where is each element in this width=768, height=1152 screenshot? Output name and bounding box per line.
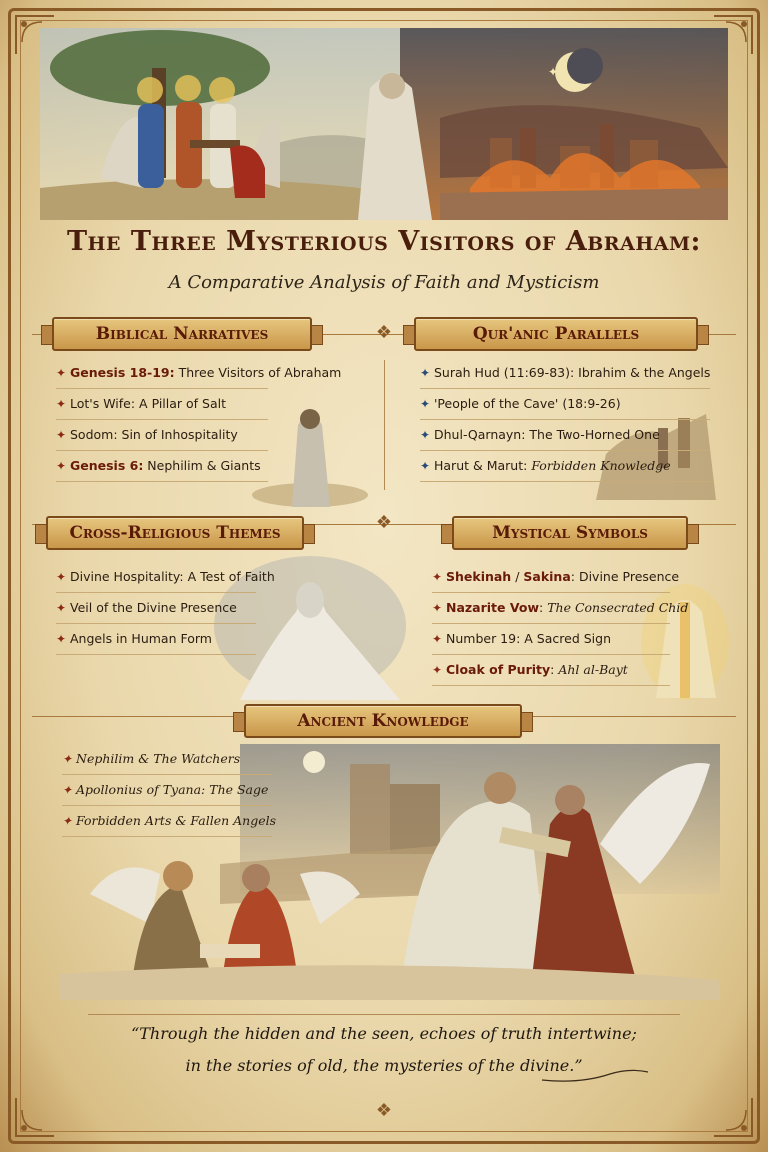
list-item <box>62 806 277 837</box>
list-item <box>56 420 268 451</box>
star-bullet-icon: ✦ <box>62 783 73 797</box>
list-item <box>420 389 710 420</box>
biblical-illustration <box>250 385 370 507</box>
list-item <box>56 593 256 624</box>
ornament-icon: ❖ <box>375 512 393 533</box>
item-text: Three Visitors of Abraham <box>174 365 342 380</box>
star-bullet-icon: ✦ <box>56 570 67 584</box>
star-bullet-icon: ✦ <box>420 397 431 411</box>
star-bullet-icon: ✦ <box>56 366 67 380</box>
biblical-list <box>56 358 342 482</box>
ornament-icon: ❖ <box>375 322 393 343</box>
list-item <box>432 624 670 655</box>
item-text: Veil of the Divine Presence <box>70 600 237 615</box>
star-bullet-icon: ✦ <box>62 814 73 828</box>
item-bold: Genesis 18-19: <box>70 365 175 380</box>
section-heading-mystical: Mystical Symbols <box>452 516 688 550</box>
item-bold: Nazarite Vow <box>446 600 539 615</box>
star-bullet-icon: ✦ <box>432 663 443 677</box>
star-bullet-icon: ✦ <box>432 632 443 646</box>
star-bullet-icon: ✦ <box>420 366 431 380</box>
item-text: / <box>511 569 524 584</box>
cross-religious-list <box>56 562 275 655</box>
item-text: Number 19: A Sacred Sign <box>446 631 611 646</box>
item-text: Surah Hud (11:69-83): Ibrahim & the Angels <box>434 365 711 380</box>
closing-quote-line1: “Through the hidden and the seen, echoes of truth intertwine; <box>131 1024 637 1043</box>
star-bullet-icon: ✦ <box>56 459 67 473</box>
item-text: : <box>550 662 559 677</box>
page-subtitle: A Comparative Analysis of Faith and Mysticism <box>168 272 600 293</box>
section-heading-biblical: Biblical Narratives <box>52 317 312 351</box>
item-text: Dhul-Qarnayn: The Two-Horned One <box>434 427 660 442</box>
section-heading-cross: Cross-Religious Themes <box>46 516 304 550</box>
list-item <box>420 358 710 389</box>
list-item <box>62 775 272 806</box>
list-item <box>432 593 689 624</box>
item-bold: Cloak of Purity <box>446 662 551 677</box>
item-text: Harut & Marut: <box>434 458 532 473</box>
item-text: Forbidden Arts & Fallen Angels <box>76 813 277 828</box>
star-bullet-icon: ✦ <box>56 428 67 442</box>
section-heading-quranic: Qur'anic Parallels <box>414 317 698 351</box>
star-bullet-icon: ✦ <box>56 632 67 646</box>
star-bullet-icon: ✦ <box>62 752 73 766</box>
list-item <box>432 655 670 686</box>
ancient-knowledge-list <box>62 744 277 837</box>
list-item <box>420 420 710 451</box>
star-bullet-icon: ✦ <box>420 428 431 442</box>
item-text: 'People of the Cave' (18:9-26) <box>434 396 621 411</box>
section-heading-ancient: Ancient Knowledge <box>244 704 522 738</box>
star-bullet-icon: ✦ <box>56 397 67 411</box>
svg-text:✦: ✦ <box>548 65 559 79</box>
list-item <box>56 562 275 593</box>
item-text: : Divine Presence <box>570 569 680 584</box>
item-text: : <box>539 600 548 615</box>
item-text: Angels in Human Form <box>70 631 212 646</box>
star-bullet-icon: ✦ <box>432 601 443 615</box>
list-item <box>56 389 268 420</box>
quote-flourish-icon <box>540 1066 650 1086</box>
item-emphasis: Ahl al-Bayt <box>558 662 628 677</box>
item-text: Lot's Wife: A Pillar of Salt <box>70 396 227 411</box>
item-text: Nephilim & The Watchers <box>76 751 241 766</box>
corner-flourish-icon <box>710 1094 756 1140</box>
list-item <box>56 624 256 655</box>
item-bold: Genesis 6: <box>70 458 144 473</box>
item-emphasis: The Consecrated Chid <box>547 600 689 615</box>
item-text: Nephilim & Giants <box>143 458 261 473</box>
top-illustration <box>40 28 728 220</box>
list-item <box>420 451 710 482</box>
list-item <box>56 451 268 482</box>
closing-quote-line2: in the stories of old, the mysteries of the divine.” <box>185 1056 583 1075</box>
item-emphasis: Forbidden Knowledge <box>531 458 671 473</box>
star-bullet-icon: ✦ <box>432 570 443 584</box>
corner-flourish-icon <box>12 1094 58 1140</box>
item-text: Apollonius of Tyana: The Sage <box>76 782 269 797</box>
ornament-icon: ❖ <box>375 1100 393 1121</box>
list-item <box>62 744 272 775</box>
column-divider <box>384 360 385 490</box>
star-bullet-icon: ✦ <box>420 459 431 473</box>
quote-divider <box>88 1014 680 1015</box>
item-text: Sodom: Sin of Inhospitality <box>70 427 238 442</box>
quranic-list <box>420 358 710 482</box>
item-bold: Sakina <box>523 569 571 584</box>
mystical-list <box>432 562 689 686</box>
page-title: The Three Mysterious Visitors of Abraham: <box>66 226 702 257</box>
item-text: Divine Hospitality: A Test of Faith <box>70 569 275 584</box>
list-item <box>56 358 342 389</box>
list-item <box>432 562 680 593</box>
item-bold: Shekinah <box>446 569 512 584</box>
star-bullet-icon: ✦ <box>56 601 67 615</box>
